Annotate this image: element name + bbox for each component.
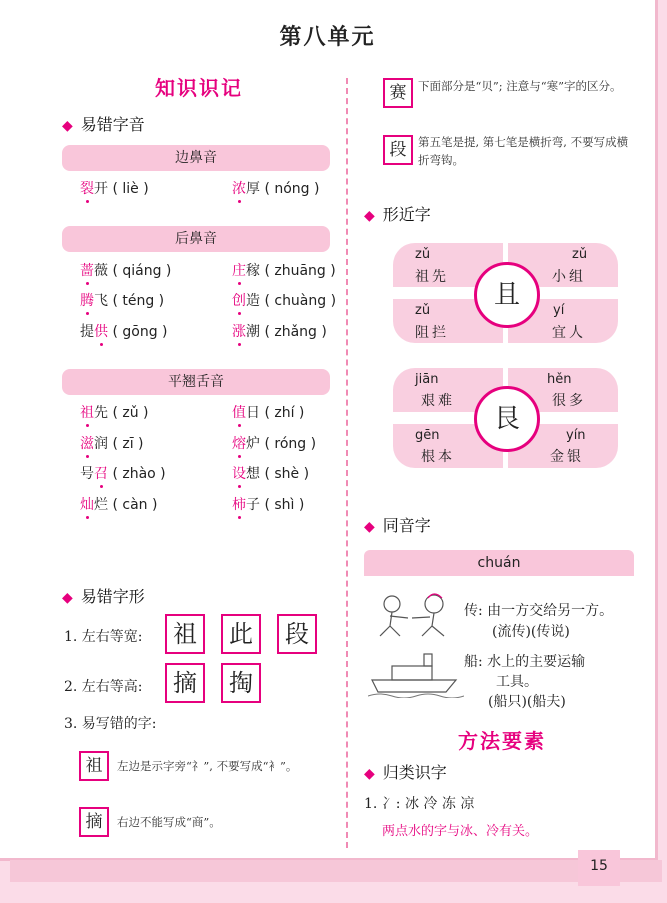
group-band: 后鼻音 [62,226,330,252]
list-item: 提供 ( gōng ) [80,321,168,341]
list-item: 熔炉 ( róng ) [232,433,316,453]
char-box: 掏 [221,663,261,703]
list-item: 滋润 ( zī ) [80,433,144,453]
word: 根本 [421,449,455,465]
diamond-icon: ◆ [364,208,375,224]
char-box: 摘 [165,663,205,703]
list-item: 灿烂 ( càn ) [80,494,157,514]
list-item: 浓厚 ( nóng ) [232,178,319,198]
classify-line: 1. 冫: 冰 冷 冻 凉 [364,796,475,812]
list-item: 柿子 ( shì ) [232,494,304,514]
list-item: 涨潮 ( zhǎng ) [232,321,327,341]
pinyin: zǔ [415,303,431,318]
chuan2-line2: 工具。 [496,674,538,690]
diamond-icon: ◆ [364,519,375,535]
column-divider [346,78,348,848]
note-text: 第五笔是提, 第七笔是横折弯, 不要写成横折弯钩。 [418,135,629,167]
pinyin: yí [553,303,565,318]
group-band: 边鼻音 [62,145,330,171]
pinyin: zǔ [415,247,431,262]
list-item: 设想 ( shè ) [232,463,309,483]
pinyin: zǔ [572,247,588,262]
char-box: 此 [221,614,261,654]
section-title-method: 方法要素 [458,729,546,753]
pinyin: gēn [415,428,440,443]
chuan1-line2: (流传)(传说) [492,624,570,640]
classify-note: 两点水的字与冰、冷有关。 [382,824,539,839]
word: 很多 [552,393,586,409]
list-item: 腾飞 ( téng ) [80,290,164,310]
char-box: 段 [277,614,317,654]
center-character: 艮 [474,386,540,452]
ship-illustration [368,650,464,698]
list-item: 创造 ( chuàng ) [232,290,336,310]
header-homophone: ◆ 同音字 [364,516,431,535]
diamond-icon: ◆ [62,590,73,606]
char-box: 摘 [79,807,109,837]
diamond-icon: ◆ [62,118,73,134]
note-text: 左边是示字旁“礻”, 不要写成“衤”。 [117,759,298,773]
relay-runners-illustration [368,592,460,640]
header-shape: ◆ 易错字形 [62,587,145,606]
list-item: 裂开 ( liè ) [80,178,149,198]
header-classify: ◆ 归类识字 [364,763,447,782]
group-band: 平翘舌音 [62,369,330,395]
word: 阻拦 [415,325,449,341]
header-similar: ◆ 形近字 [364,205,431,224]
chuan1-line1: 传: 由一方交给另一方。 [464,603,614,619]
center-character: 且 [474,262,540,328]
char-box: 祖 [79,751,109,781]
shape3-label: 3. 易写错的字: [64,716,157,732]
shape1-label: 1. 左右等宽: [64,629,143,645]
word: 小组 [552,269,586,285]
list-item: 蔷薇 ( qiáng ) [80,260,171,280]
list-item: 祖先 ( zǔ ) [80,402,149,422]
word: 艰难 [421,393,455,409]
char-box: 祖 [165,614,205,654]
page-shadow [10,860,662,882]
page-number: 15 [578,850,620,886]
list-item: 庄稼 ( zhuāng ) [232,260,336,280]
word: 祖先 [415,269,449,285]
word: 金银 [550,449,584,465]
pinyin: jiān [415,372,439,387]
char-box: 赛 [383,78,413,108]
shape2-label: 2. 左右等高: [64,679,143,695]
note-text: 下面部分是“贝”; 注意与“寒”字的区分。 [418,79,622,93]
list-item: 号召 ( zhào ) [80,463,166,483]
homophone-band: chuán [364,550,634,576]
chuan2-line1: 船: 水上的主要运输 [464,654,586,670]
pinyin: hěn [547,372,572,387]
word: 宜人 [552,325,586,341]
list-item: 值日 ( zhí ) [232,402,304,422]
unit-title: 第八单元 [279,25,376,50]
header-pronunciation: ◆ 易错字音 [62,115,145,134]
note-text: 右边不能写成“商”。 [117,815,221,829]
chuan2-line3: (船只)(船夫) [488,694,566,710]
section-title-knowledge: 知识识记 [155,76,243,100]
char-box: 段 [383,135,413,165]
diamond-icon: ◆ [364,766,375,782]
pinyin: yín [566,428,586,443]
